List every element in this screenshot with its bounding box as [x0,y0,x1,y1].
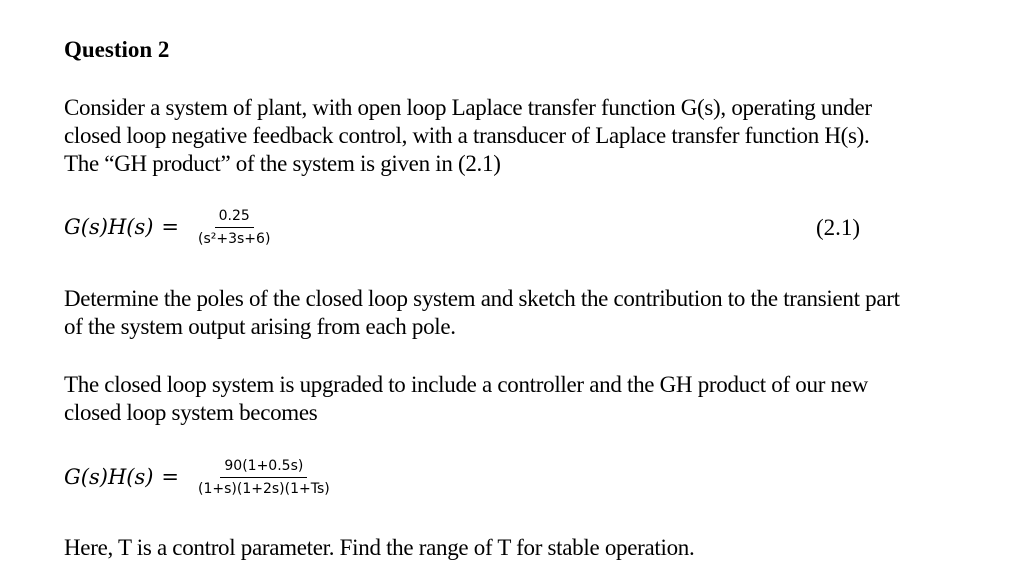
equation-number: (2.1) [816,215,861,240]
equation-lhs [64,215,179,239]
upgrade-line: closed loop system becomes [64,400,318,425]
denominator: (s²+3s+6) [198,231,271,247]
upgrade-line: The closed loop system is upgraded to include a controller and the GH product of our new [64,372,868,397]
equation-lhs-text: G(s)H(s) [64,465,154,489]
intro-line: Consider a system of plant, with open loop Laplace transfer function G(s), operating under [64,95,872,120]
equation-2-1 [64,202,944,262]
intro-paragraph [64,94,872,178]
intro-line: The “GH product” of the system is given in (2.1) [64,151,501,176]
equals-sign: = [161,465,180,489]
equals-sign: = [161,215,180,239]
task1-paragraph [64,285,900,341]
upgrade-paragraph [64,371,868,427]
numerator: 0.25 [215,208,254,228]
task1-line: of the system output arising from each pole. [64,314,456,339]
equation-lhs [64,465,179,489]
equation-new-gh [64,452,464,512]
equation-fraction [194,208,274,247]
task2-text: Here, T is a control parameter. Find the range of T for stable operation. [64,535,695,560]
question-title: Question 2 [64,37,170,62]
intro-line: closed loop negative feedback control, with a transducer of Laplace transfer function H(s). [64,123,870,148]
equation-fraction [194,458,334,497]
numerator: 90(1+0.5s) [220,458,307,478]
task1-line: Determine the poles of the closed loop system and sketch the contribution to the transient part [64,286,900,311]
task2-paragraph [64,534,694,562]
equation-lhs-text: G(s)H(s) [64,215,154,239]
denominator: (1+s)(1+2s)(1+Ts) [198,481,330,497]
